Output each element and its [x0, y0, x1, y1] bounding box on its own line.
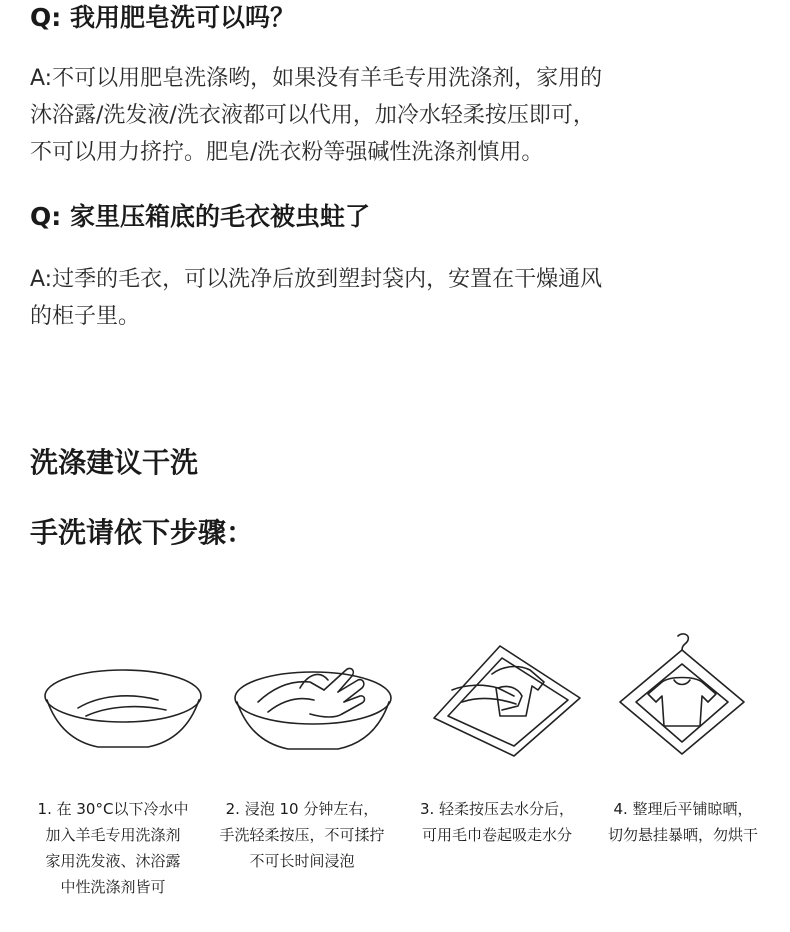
step-1-line-3: 家用洗发液、沐浴露 [45, 852, 181, 870]
step-1-line-2: 加入羊毛专用洗涤剂 [45, 826, 181, 844]
step-2-caption [207, 796, 397, 874]
step-3-caption [402, 796, 592, 848]
faq-question-2: Q: 家里压箱底的毛衣被虫蛀了 [30, 202, 370, 231]
step-2-line-3: 不可长时间浸泡 [249, 852, 355, 870]
step-3-line-2: 可用毛巾卷起吸走水分 [421, 826, 572, 844]
step-3-line-1: 3. 轻柔按压去水分后， [419, 800, 575, 818]
step-1-line-4: 中性洗涤剂皆可 [60, 878, 166, 896]
faq-answer-2-line-1: A:过季的毛衣，可以洗净后放到塑封袋内，安置在干燥通风 [30, 267, 603, 292]
step-2-line-1: 2. 浸泡 10 分钟左右， [225, 800, 379, 818]
step-2-line-2: 手洗轻柔按压，不可揉拧 [219, 826, 385, 844]
step-4-line-2: 切勿悬挂暴晒，勿烘干 [607, 826, 758, 844]
hand-wash-heading: 手洗请依下步骤： [30, 516, 255, 549]
step-4-caption [588, 796, 778, 848]
basin-icon [38, 630, 208, 760]
faq-answer-2 [30, 261, 770, 335]
faq-answer-1-line-3: 不可以用力挤拧。肥皂/洗衣粉等强碱性洗涤剂慎用。 [30, 140, 544, 165]
faq-question-1: Q: 我用肥皂洗可以吗？ [30, 3, 295, 32]
hanger-dry-icon [612, 630, 762, 770]
step-1-caption [18, 796, 208, 900]
faq-answer-2-line-2: 的柜子里。 [30, 304, 141, 329]
step-1-line-1: 1. 在 30°C以下冷水中 [37, 800, 189, 818]
hand-wash-basin-icon [228, 630, 398, 760]
faq-answer-1-line-2: 沐浴露/洗发液/洗衣液都可以代用，加冷水轻柔按压即可， [30, 103, 595, 128]
faq-answer-1-line-1: A:不可以用肥皂洗涤哟，如果没有羊毛专用洗涤剂，家用的 [30, 66, 603, 91]
towel-press-icon [422, 630, 592, 760]
dry-clean-heading: 洗涤建议干洗 [30, 446, 199, 479]
faq-answer-1 [30, 60, 770, 171]
step-4-line-1: 4. 整理后平铺晾晒， [613, 800, 753, 818]
